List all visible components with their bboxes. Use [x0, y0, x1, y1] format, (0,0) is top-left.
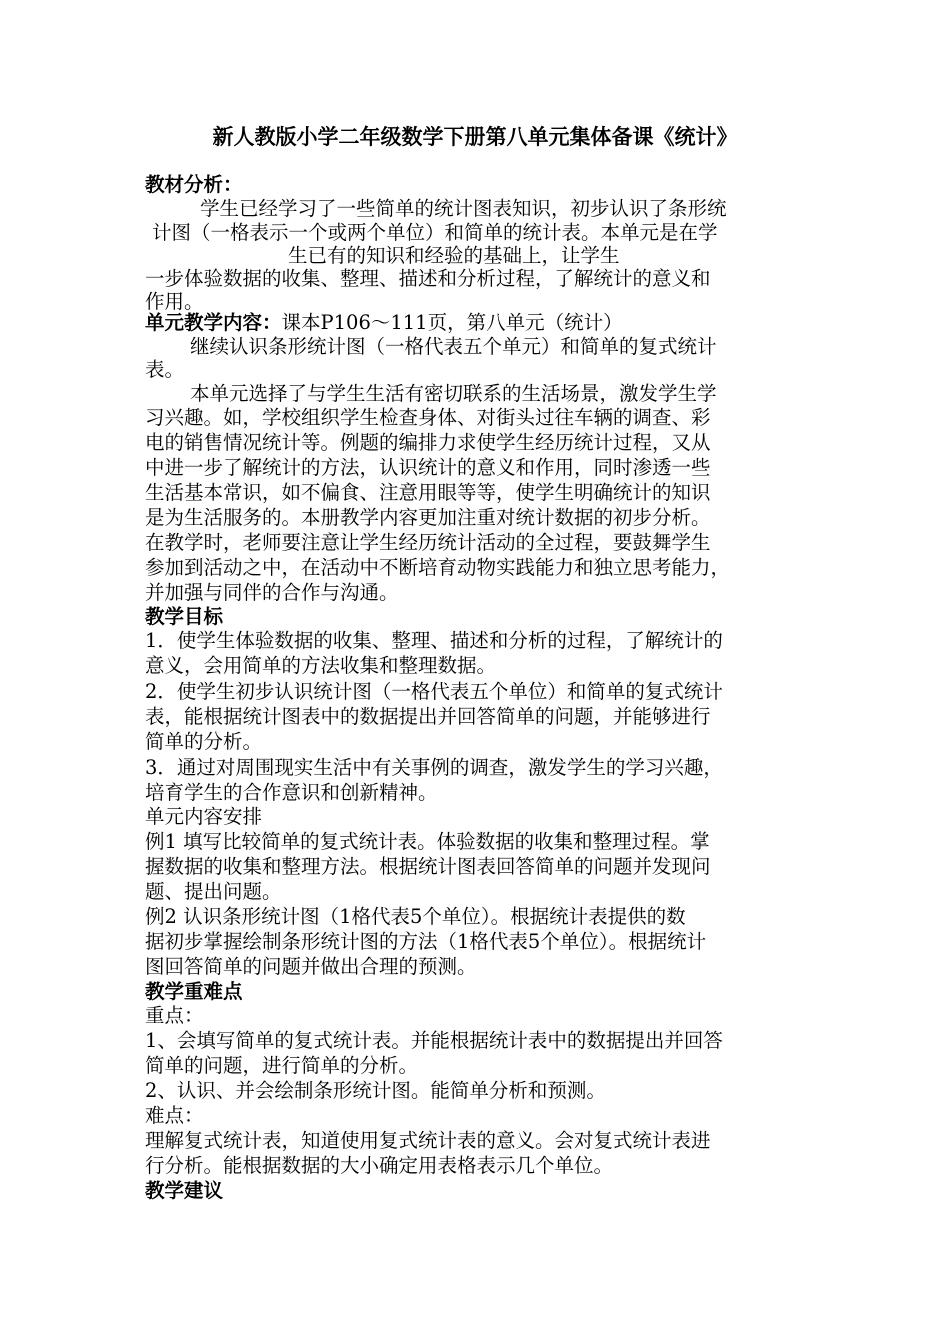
paragraph-line: 表。 [145, 358, 185, 381]
section-heading-detail: 课本P106～111页，第八单元（统计） [281, 311, 623, 334]
section-heading-key-points: 教学重难点 [145, 980, 243, 1003]
paragraph-line: 参加到活动之中，在活动中不断培育动物实践能力和独立思考能力， [145, 556, 731, 579]
section-heading-arrangement: 单元内容安排 [145, 805, 263, 828]
section-heading-analysis: 教材分析： [145, 173, 243, 196]
paragraph-line: 行分析。能根据数据的大小确定用表格表示几个单位。 [145, 1154, 614, 1177]
paragraph-line: 3．通过对周围现实生活中有关事例的调查，激发学生的学习兴趣， [145, 756, 723, 779]
paragraph-line: 一步体验数据的收集、整理、描述和分析过程，了解统计的意义和 [145, 267, 711, 290]
paragraph-line: 2．使学生初步认识统计图（一格代表五个单位）和简单的复式统计 [145, 680, 723, 703]
paragraph-line: 培育学生的合作意识和创新精神。 [145, 781, 438, 804]
paragraph-line: 2、认识、并会绘制条形统计图。能简单分析和预测。 [145, 1079, 606, 1102]
paragraph-line: 图回答简单的问题并做出合理的预测。 [145, 955, 477, 978]
paragraph-line: 简单的问题，进行简单的分析。 [145, 1054, 419, 1077]
paragraph-line: 并加强与同伴的合作与沟通。 [145, 581, 399, 604]
section-heading-content [145, 310, 623, 336]
paragraph-line: 例1 填写比较简单的复式统计表。体验数据的收集和整理过程。掌 [145, 830, 710, 853]
paragraph-line: 本单元选择了与学生生活有密切联系的生活场景，激发学生学 [190, 382, 717, 405]
paragraph-line: 理解复式统计表，知道使用复式统计表的意义。会对复式统计表进 [145, 1129, 711, 1152]
paragraph-line: 握数据的收集和整理方法。根据统计图表回答简单的问题并发现问 [145, 855, 711, 878]
paragraph-line: 据初步掌握绘制条形统计图的方法（1格代表5个单位）。根据统计 [145, 930, 707, 953]
section-heading-objectives: 教学目标 [145, 605, 224, 628]
paragraph-line: 中进一步了解统计的方法，认识统计的意义和作用，同时渗透一些 [145, 456, 711, 479]
paragraph-line: 1、会填写简单的复式统计表。并能根据统计表中的数据提出并回答 [145, 1029, 723, 1052]
paragraph-line: 重点： [145, 1004, 204, 1027]
section-heading-label: 单元教学内容： [145, 311, 282, 334]
paragraph-line: 1．使学生体验数据的收集、整理、描述和分析的过程，了解统计的 [145, 629, 723, 652]
paragraph-line: 生活基本常识，如不偏食、注意用眼等等，使学生明确统计的知识 [145, 481, 711, 504]
paragraph-line: 习兴趣。如，学校组织学生检查身体、对街头过往车辆的调查、彩 [145, 406, 711, 429]
paragraph-line: 继续认识条形统计图（一格代表五个单元）和简单的复式统计 [190, 335, 717, 358]
paragraph-line: 题、提出问题。 [145, 880, 282, 903]
paragraph-line: 简单的分析。 [145, 730, 263, 753]
paragraph-line: 学生已经学习了一些简单的统计图表知识，初步认识了条形统 [200, 197, 727, 220]
paragraph-line: 生已有的知识和经验的基础上，让学生 [288, 244, 620, 267]
paragraph-line: 在教学时，老师要注意让学生经历统计活动的全过程，要鼓舞学生 [145, 531, 711, 554]
paragraph-line: 意义，会用简单的方法收集和整理数据。 [145, 654, 497, 677]
paragraph-line: 是为生活服务的。本册教学内容更加注重对统计数据的初步分析。 [145, 506, 711, 529]
document-title: 新人教版小学二年级数学下册第八单元集体备课《统计》 [212, 124, 738, 149]
paragraph-line: 电的销售情况统计等。例题的编排力求使学生经历统计过程，又从 [145, 431, 711, 454]
section-heading-suggestions: 教学建议 [145, 1179, 224, 1202]
paragraph-line: 计图（一格表示一个或两个单位）和简单的统计表。本单元是在学 [152, 221, 718, 244]
paragraph-line: 例2 认识条形统计图（1格代表5个单位）。根据统计表提供的数 [145, 905, 686, 928]
paragraph-line: 表，能根据统计图表中的数据提出并回答简单的问题，并能够进行 [145, 705, 711, 728]
paragraph-line: 难点： [145, 1104, 204, 1127]
paragraph-line: 作用。 [145, 290, 204, 313]
